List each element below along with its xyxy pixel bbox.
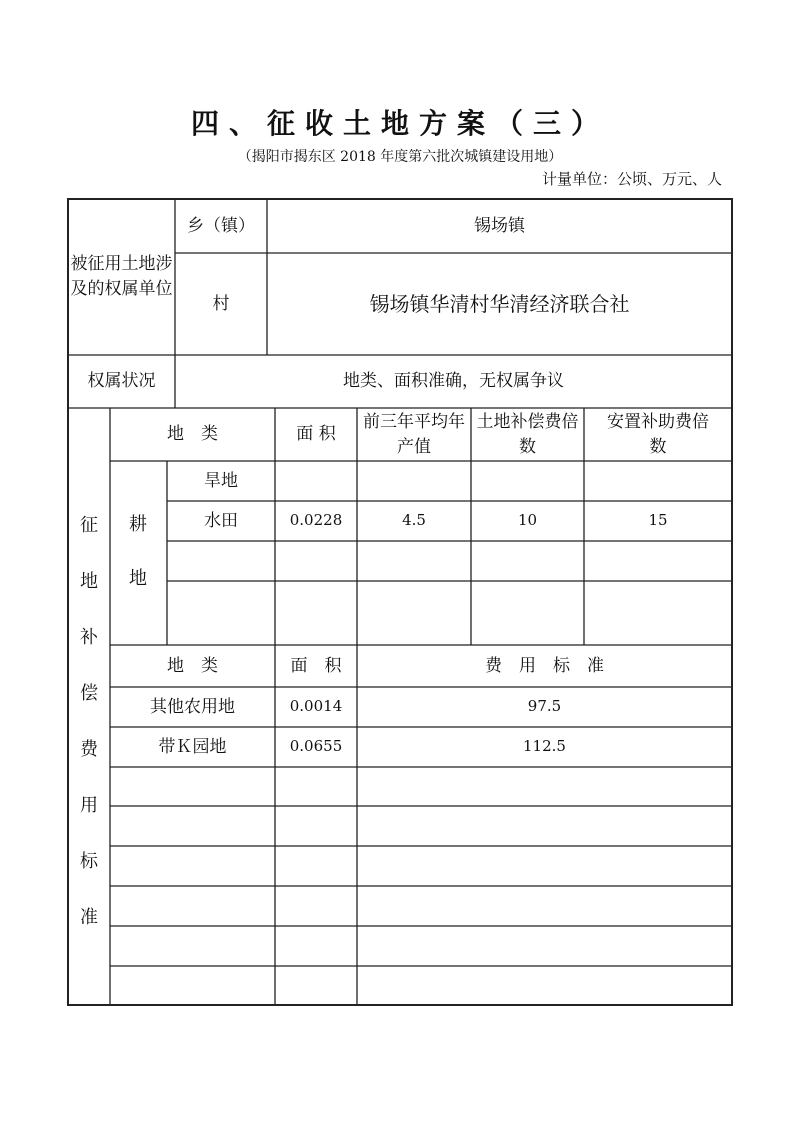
town-value: 锡场镇 <box>474 215 525 236</box>
other-header-standard: 费 用 标 准 <box>485 655 604 676</box>
row-paddy-area: 0.0228 <box>289 511 343 530</box>
other-row-standard: 97.5 <box>527 697 562 716</box>
header-area: 面 积 <box>296 424 336 445</box>
page-title: 四、征收土地方案（三） <box>190 107 609 140</box>
other-row-type: 其他农用地 <box>150 696 235 717</box>
page-subtitle: （揭阳市揭东区 2018 年度第六批次城镇建设用地） <box>237 149 563 165</box>
row-dry-land-type: 旱地 <box>204 470 238 491</box>
other-header-area: 面 积 <box>290 655 342 676</box>
other-header-land-type: 地 类 <box>167 655 218 676</box>
village-value: 锡场镇华清村华清经济联合社 <box>369 291 630 316</box>
row-paddy-resettle-mult: 15 <box>648 511 668 530</box>
row-dry-land-area <box>275 461 357 501</box>
header-resettle-multiplier: 安置补助费倍 数 <box>607 411 726 457</box>
row-dry-land-resettle-mult <box>584 461 732 501</box>
compensation-side-label: 征 地 补 偿 费 用 标 准 <box>80 515 98 928</box>
row-paddy-output: 4.5 <box>402 511 426 530</box>
other-row-area: 0.0655 <box>289 737 343 756</box>
village-label: 村 <box>212 293 230 314</box>
header-avg-output: 前三年平均年产值 <box>363 411 465 457</box>
measurement-unit: 计量单位：公顷、万元、人 <box>541 170 722 188</box>
row-dry-land-output <box>357 461 471 501</box>
row-paddy-land-mult: 10 <box>517 511 538 530</box>
row-dry-land-land-mult <box>471 461 584 501</box>
header-land-type: 地 类 <box>167 424 218 445</box>
other-row-standard: 112.5 <box>523 737 566 756</box>
ownership-status-label: 权属状况 <box>87 371 156 392</box>
cultivated-land-label: 耕 地 <box>129 514 147 589</box>
header-land-multiplier: 土地补偿费倍数 <box>476 411 579 457</box>
town-label: 乡（镇） <box>187 215 255 236</box>
other-row-area: 0.0014 <box>289 697 343 716</box>
row-paddy-type: 水田 <box>204 510 238 531</box>
other-row-type: 带Ｋ园地 <box>158 736 227 757</box>
ownership-unit-label: 被征用土地涉及的权属单位 <box>70 254 173 299</box>
ownership-status-value: 地类、面积准确，无权属争议 <box>343 371 564 392</box>
